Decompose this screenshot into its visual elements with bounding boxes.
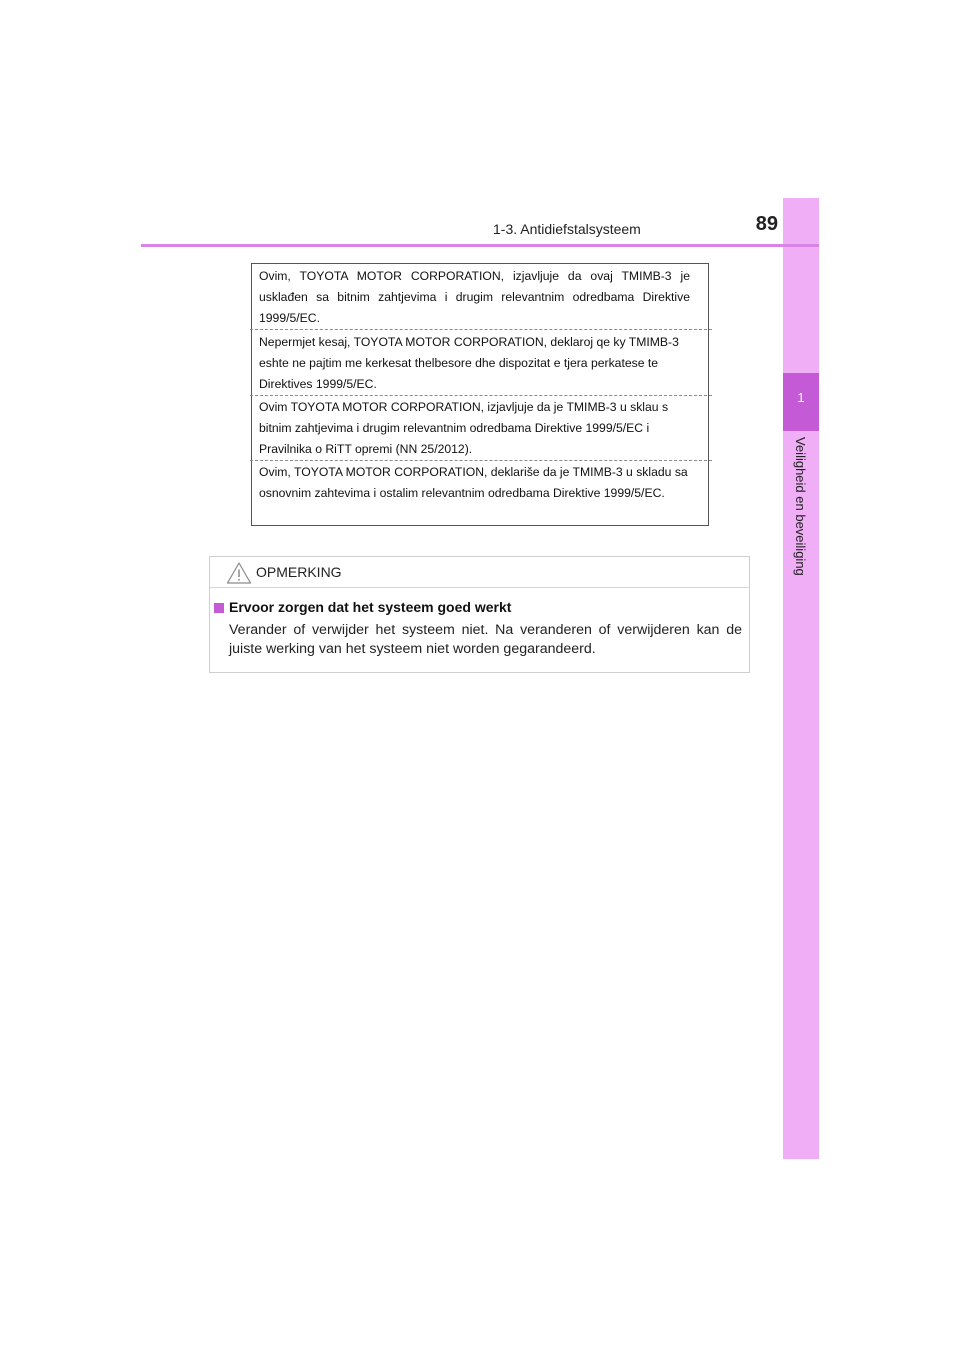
chapter-number: 1 [797, 390, 805, 405]
notice-divider [210, 587, 749, 588]
declaration-item: Nepermjet kesaj, TOYOTA MOTOR CORPORATION, deklaroj qe ky TMIMB-3 eshte ne pajtim me kerkesat thelbesore dhe dispozitat e tjera perkatese te Direktives 1999/5/EC. [259, 335, 679, 391]
bullet-square-icon [214, 603, 224, 613]
notice-header [210, 557, 749, 587]
notice-body: Verander of verwijder het systeem niet. Na veranderen of verwijderen kan de juiste werking van het systeem niet worden gegarandeerd. [229, 622, 742, 657]
notice-title: OPMERKING [256, 564, 342, 580]
section-title: 1-3. Antidiefstalsysteem [493, 221, 641, 237]
declaration-item: Ovim, TOYOTA MOTOR CORPORATION, deklariše da je TMIMB-3 u skladu sa osnovnim zahtevima i ostalim relevantnim odredbama Direktive 1999/5/EC. [259, 465, 688, 500]
notice-heading: Ervoor zorgen dat het systeem goed werkt [229, 599, 512, 615]
notice-box [209, 556, 750, 673]
side-chapter-tab [783, 198, 819, 1159]
warning-triangle-icon [226, 561, 252, 585]
page-number: 89 [755, 213, 778, 235]
declaration-divider [250, 329, 712, 330]
chapter-label: Veiligheid en beveiliging [793, 437, 808, 576]
declarations-box [251, 263, 709, 526]
header-rule [141, 244, 819, 247]
declaration-divider [250, 395, 712, 396]
declaration-divider [250, 460, 712, 461]
declaration-item: Ovim TOYOTA MOTOR CORPORATION, izjavljuje da je TMIMB-3 u sklau s bitnim zahtjevima i drugim relevantnim odredbama Direktive 1999/5/EC i Pravilnika o RiTT opremi (NN 25/2012). [259, 400, 669, 456]
declaration-item: Ovim, TOYOTA MOTOR CORPORATION, izjavljuje da ovaj TMIMB-3 je usklađen sa bitnim zahtjevima i drugim relevantnim odredbama Direktive 1999/5/EC. [259, 269, 690, 325]
